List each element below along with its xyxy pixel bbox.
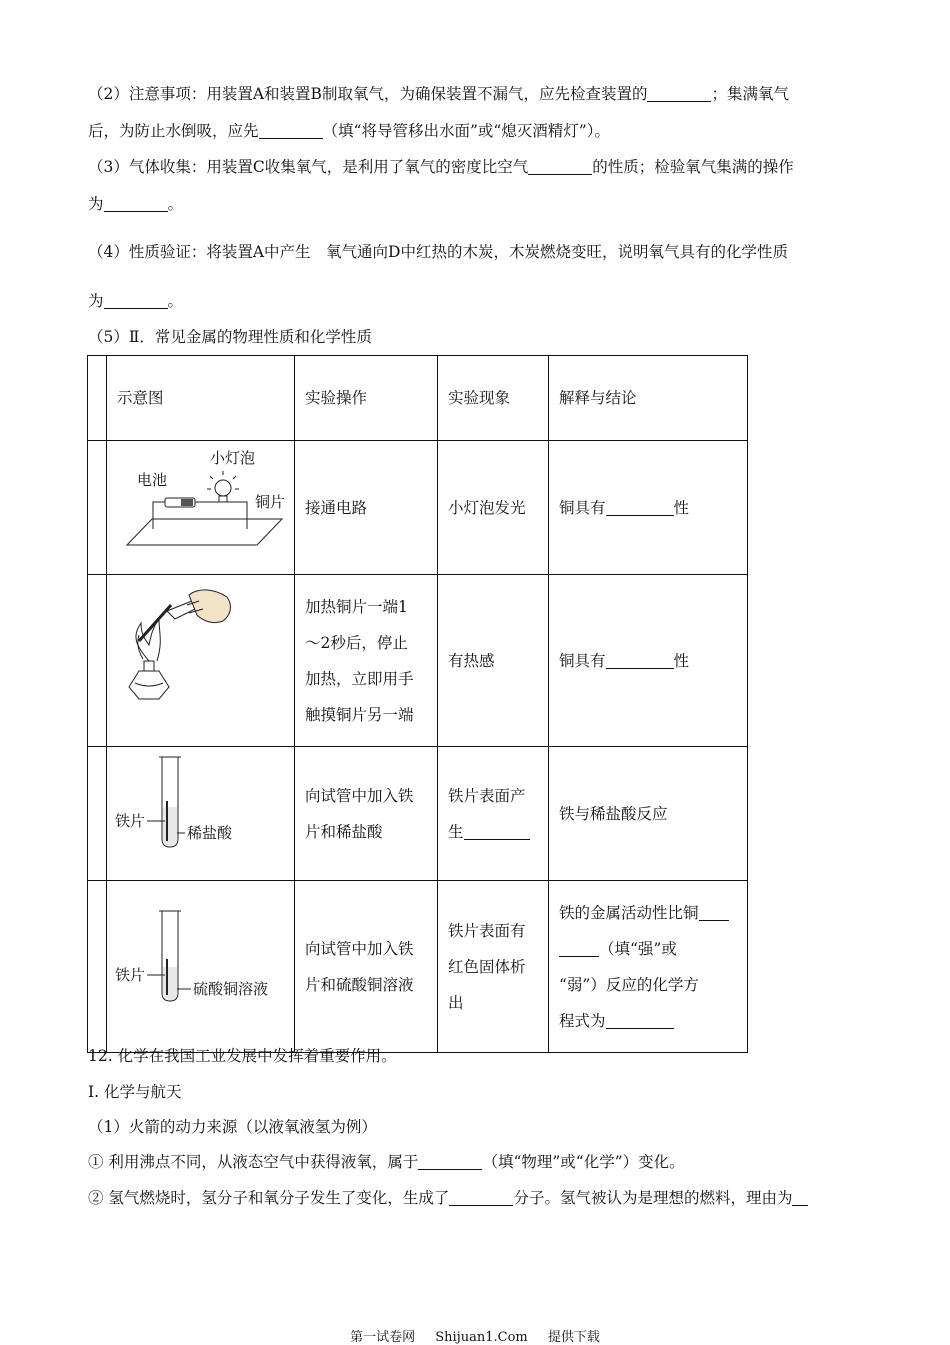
operation-cell: 接通电路	[295, 441, 438, 575]
answer-blank[interactable]	[647, 86, 711, 103]
header-diagram: 示意图	[107, 356, 295, 441]
q4-text-b: 为	[88, 292, 104, 310]
label-bulb: 小灯泡	[210, 449, 256, 467]
q4-text-c: 。	[167, 292, 184, 310]
conclusion-cell: 铜具有 性	[549, 575, 748, 747]
answer-blank[interactable]	[792, 1190, 808, 1207]
question-3-line-1	[88, 155, 794, 177]
conclusion-cell: 铁与稀盐酸反应	[549, 747, 748, 881]
c2-text-a: ② 氢气燃烧时，氢分子和氧分子发生了变化，生成了	[88, 1189, 450, 1207]
circuit-diagram	[107, 441, 294, 561]
question-12-heading	[88, 1044, 397, 1066]
table-row	[88, 441, 748, 575]
q2-text-b: ；集满氧气	[711, 85, 789, 103]
q2-text-d: （填“将导管移出水面”或“熄灭酒精灯”）。	[322, 122, 610, 140]
answer-blank[interactable]	[606, 1012, 674, 1029]
c2-text-b: 分子。氢气被认为是理想的燃料，理由为	[513, 1189, 793, 1207]
answer-blank[interactable]	[104, 293, 168, 310]
header-operation: 实验操作	[295, 356, 438, 441]
label-iron-sheet: 铁片	[115, 966, 146, 984]
table-row	[88, 575, 748, 747]
question-2-line-1	[88, 82, 789, 104]
phenomenon-cell: 铁片表面产 生	[438, 747, 549, 881]
phenomenon-cell: 有热感	[438, 575, 549, 747]
q12-text: 12. 化学在我国工业发展中发挥着重要作用。	[88, 1047, 397, 1065]
c1-text-a: ① 利用沸点不同，从液态空气中获得液氧，属于	[88, 1153, 419, 1171]
answer-blank[interactable]	[699, 904, 729, 921]
heating-diagram	[107, 575, 294, 733]
answer-blank[interactable]	[464, 823, 530, 840]
answer-blank[interactable]	[104, 196, 168, 213]
q3-text-d: 。	[167, 195, 184, 213]
phenomenon-cell: 小灯泡发光	[438, 441, 549, 575]
operation-cell: 向试管中加入铁 片和稀盐酸	[295, 747, 438, 881]
question-3-line-2	[88, 192, 183, 214]
test-tube-hcl-diagram	[107, 747, 294, 867]
sub-question-1	[88, 1115, 377, 1137]
c1-text-b: （填“物理”或“化学”）变化。	[482, 1153, 685, 1171]
sec1-text: I. 化学与航天	[88, 1083, 182, 1101]
heating-diagram-cell	[107, 575, 295, 747]
label-copper-sheet: 铜片	[255, 493, 286, 511]
q2-text-a: （2）注意事项：用装置A和装置B制取氧气，为确保装置不漏气，应先检查装置的	[88, 85, 648, 103]
page-footer	[0, 1326, 950, 1345]
answer-blank[interactable]	[528, 159, 592, 176]
header-phenomenon: 实验现象	[438, 356, 549, 441]
section-1-heading	[88, 1080, 181, 1102]
sub-item-2	[88, 1186, 808, 1208]
answer-blank[interactable]	[259, 123, 323, 140]
hcl-diagram-cell	[107, 747, 295, 881]
q4-text-a: （4）性质验证：将装置A中产生 氧气通向D中红热的木炭，木炭燃烧变旺，说明氧气具有的化学性质	[88, 243, 788, 261]
sub1-text: （1）火箭的动力来源（以液氧液氢为例）	[88, 1118, 377, 1136]
footer-action: 提供下载	[547, 1330, 600, 1345]
operation-cell: 加热铜片一端1 ～2秒后，停止 加热，立即用手 触摸铜片另一端	[295, 575, 438, 747]
table-gutter-cell	[88, 356, 107, 441]
footer-site-cn: 第一试卷网	[350, 1330, 416, 1345]
answer-blank[interactable]	[559, 940, 599, 957]
table-gutter-cell	[88, 575, 107, 747]
conclusion-cell: 铁的金属活动性比铜 （填“强”或 “弱”）反应的化学方 程式为	[549, 881, 748, 1053]
question-4-line-1	[88, 240, 788, 262]
label-dilute-hcl: 稀盐酸	[187, 824, 233, 842]
sub-item-1	[88, 1150, 685, 1172]
circuit-diagram-cell	[107, 441, 295, 575]
label-copper-sulfate: 硫酸铜溶液	[193, 980, 269, 998]
question-2-line-2	[88, 119, 610, 141]
table-header-row	[88, 356, 748, 441]
q3-text-b: 的性质；检验氧气集满的操作	[592, 158, 794, 176]
label-iron-sheet: 铁片	[115, 812, 146, 830]
answer-blank[interactable]	[606, 499, 674, 516]
table-gutter-cell	[88, 747, 107, 881]
table-row	[88, 881, 748, 1053]
answer-blank[interactable]	[449, 1190, 513, 1207]
footer-site-en[interactable]: Shijuan1.Com	[435, 1330, 528, 1345]
question-5-heading	[88, 325, 372, 347]
test-tube-cuso4-diagram	[107, 881, 294, 1039]
cuso4-diagram-cell	[107, 881, 295, 1053]
operation-cell: 向试管中加入铁 片和硫酸铜溶液	[295, 881, 438, 1053]
conclusion-cell: 铜具有 性	[549, 441, 748, 575]
table-gutter-cell	[88, 881, 107, 1053]
table-row	[88, 747, 748, 881]
answer-blank[interactable]	[418, 1154, 482, 1171]
label-battery: 电池	[137, 471, 168, 489]
phenomenon-cell: 铁片表面有 红色固体析 出	[438, 881, 549, 1053]
q5-text: （5）Ⅱ．常见金属的物理性质和化学性质	[88, 328, 372, 346]
table-gutter-cell	[88, 441, 107, 575]
experiment-table	[87, 355, 748, 1053]
question-4-line-2	[88, 289, 183, 311]
answer-blank[interactable]	[606, 652, 674, 669]
q2-text-c: 后，为防止水倒吸，应先	[88, 122, 259, 140]
q3-text-c: 为	[88, 195, 104, 213]
q3-text-a: （3）气体收集：用装置C收集氧气，是利用了氧气的密度比空气	[88, 158, 529, 176]
header-conclusion: 解释与结论	[549, 356, 748, 441]
